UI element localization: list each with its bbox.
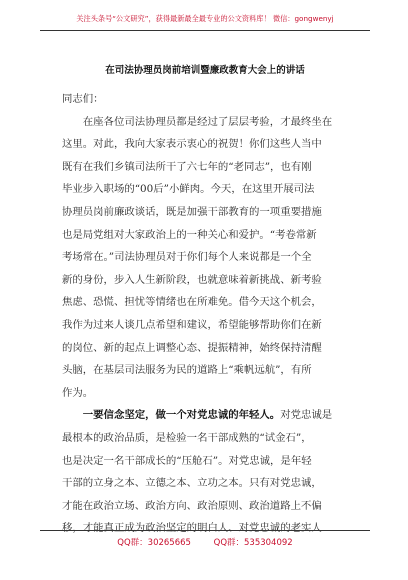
footer-rule (40, 530, 370, 531)
body-line: 这里。对此，我向大家表示衷心的祝贺！你们这些人当中 (62, 138, 322, 151)
body-line: 头脑，在基层司法服务为民的道路上“乘帆远航”，有所 (62, 364, 312, 377)
footer-qq-group-2: QQ群：535304092 (213, 538, 293, 548)
body-line: 我作为过来人谈几点希望和建议，希望能够帮助你们在新 (62, 318, 322, 331)
header-promo-text: 关注头条号“公文研究”，获得最新最全最专业的公文资料库！ 微信：gongwenyj (76, 14, 334, 23)
body-line: 最根本的政治品质，是检验一名干部成熟的“试金石”， (62, 431, 312, 444)
header-rule (40, 30, 370, 31)
body-line: 的岗位、新的起点上调整心态、提振精神，始终保持清醒 (62, 341, 322, 354)
body-line: 干部的立身之本、立德之本、立功之本。只有对党忠诚， (62, 477, 322, 490)
body-line: 考场常在。”司法协理员对于你们每个人来说都是一个全 (62, 251, 312, 264)
section-heading: 一要信念坚定，做一个对党忠诚的年轻人。 (62, 409, 281, 422)
body-line: 同志们： (62, 93, 104, 105)
footer-qq-group-1: QQ群：30265665 (117, 538, 191, 548)
body-line: 才能在政治立场、政治方向、政治原则、政治道路上不偏 (62, 499, 322, 512)
body-line: 也是局党组对大家政治上的一种关心和爱护。“考卷常新 (62, 228, 317, 241)
body-line: 也是决定一名干部成长的“压舱石”。对党忠诚，是年轻 (62, 454, 312, 467)
body-line: 移，才能真正成为政治坚定的明白人、对党忠诚的老实人 (62, 522, 322, 535)
body-line: 新的身份，步入人生新阶段，也就意味着新挑战、新考验 (62, 273, 322, 286)
footer (40, 536, 370, 548)
body-line: 协理员岗前廉政谈话，既是加强干部教育的一项重要措施 (62, 205, 322, 218)
body-line: 毕业步入职场的“00后”小鲜肉。今天，在这里开展司法 (62, 183, 315, 196)
body-line: 作为。 (62, 386, 94, 399)
body-line: 焦虑、恐慌、担忧等情绪也在所难免。借今天这个机会， (62, 296, 322, 309)
document-body (62, 88, 352, 540)
section-heading-tail: 对党忠诚是 (280, 409, 333, 422)
section-heading-line (62, 404, 352, 427)
body-line: 既有在我们乡镇司法所干了六七年的“老同志”，也有刚 (62, 160, 312, 173)
document-title: 在司法协理员岗前培训暨廉政教育大会上的讲话 (105, 65, 305, 76)
body-line: 在座各位司法协理员都是经过了层层考验，才最终坐在 (62, 115, 333, 128)
